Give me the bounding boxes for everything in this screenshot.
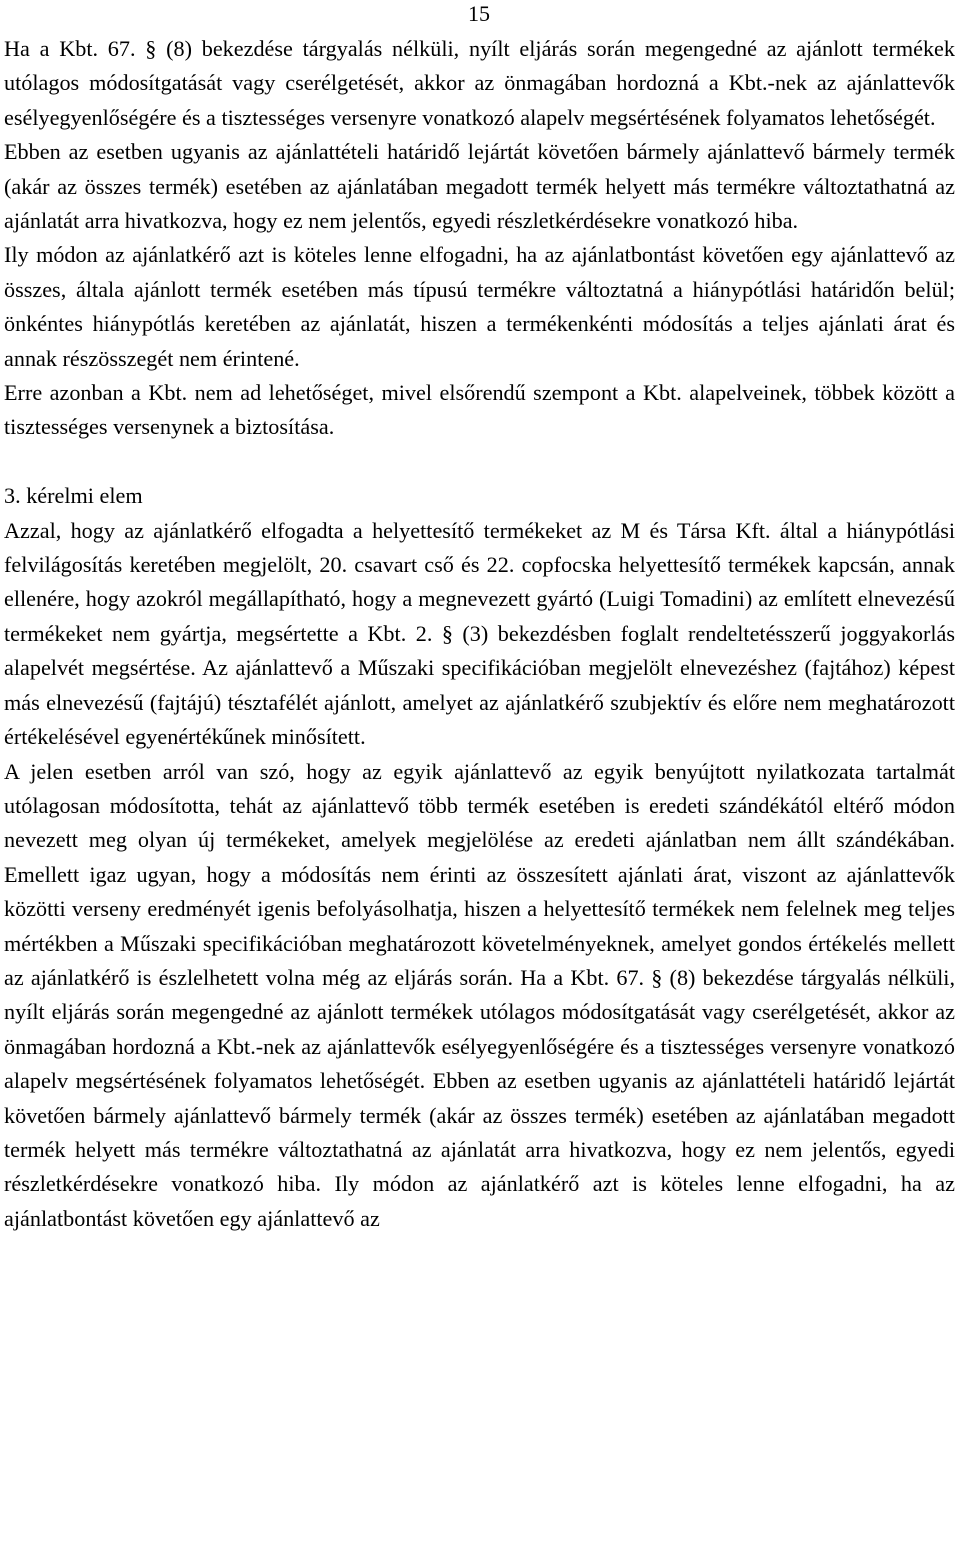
paragraph-a-jelen-esetben: A jelen esetben arról van szó, hogy az egyik ajánlattevő az egyik benyújtott nyilatkozata tartalmát utólagosan módosította, tehát az ajánlattevő több termék esetében is eredeti szándékától eltérő módon nevezett meg olyan új termékeket, amelyek megjelölése az eredeti ajánlatban nem állt szándékában. Emellett igaz ugyan, hogy a módosítás nem érinti az összesített ajánlati árat, viszont az ajánlattevők közötti verseny eredményét igenis befolyásolhatja, hiszen a helyettesítő termékek nem felelnek meg teljes mértékben a Műszaki specifikációban meghatározott követelményeknek, amelyet gondos értékelés mellett az ajánlatkérő is észlelhetett volna még az eljárás során. Ha a Kbt. 67. § (8) bekezdése tárgyalás nélküli, nyílt eljárás során megengedné az ajánlott termékek utólagos módosítgatását vagy cserélgetését, akkor az önmagában hordozná a Kbt.-nek az ajánlattevők esélyegyenlőségére és a tisztességes versenyre vonatkozó alapelv megsértésének folyamatos lehetőségét. Ebben az esetben ugyanis az ajánlattételi határidő lejártát követően bármely ajánlattevő bármely termék (akár az összes termék) esetében az ajánlatában megadott termék helyett más termékre változtathatná az ajánlatát arra hivatkozva, hogy ez nem jelentős, egyedi részletkérdésekre vonatkozó hiba. Ily módon az ajánlatkérő azt is köteles lenne elfogadni, ha az ajánlatbontást követően egy ajánlattevő az: [4, 758, 955, 1231]
paragraph-erre-azonban: Erre azonban a Kbt. nem ad lehetőséget, mivel elsőrendű szempont a Kbt. alapelveinek, többek között a tisztességes versenynek a biztosítása.: [4, 380, 955, 440]
paragraph-kbt-67-intro: Ha a Kbt. 67. § (8) bekezdése tárgyalás nélküli, nyílt eljárás során megengedné az ajánlott termékek utólagos módosítgatását vagy cserélgetését, akkor az önmagában hordozná a Kbt.-nek az ajánlattevők esélyegyenlőségére és a tisztességes versenyre vonatkozó alapelv megsértésének folyamatos lehetőségét.: [4, 36, 955, 130]
section-heading: 3. kérelmi elem: [4, 483, 143, 509]
paragraph-ebben-az-esetben: Ebben az esetben ugyanis az ajánlattételi határidő lejártát követően bármely ajánlattevő bármely termék (akár az összes termék) esetében az ajánlatában megadott termék helyett más termékre változtathatná az ajánlatát arra hivatkozva, hogy ez nem jelentős, egyedi részletkérdésekre vonatkozó hiba.: [4, 139, 955, 234]
paragraph-ily-modon: Ily módon az ajánlatkérő azt is köteles lenne elfogadni, ha az ajánlatbontást követően egy ajánlattevő az összes, általa ajánlott termék esetében más típusú termékre változtatná a hiánypótlási határidőn belül; önkéntes hiánypótlás keretében az ajánlatát, hiszen a termékenkénti módosítás a teljes ajánlati árat és annak részösszegét nem érintené.: [4, 242, 955, 371]
document-body: [4, 32, 955, 1236]
paragraph-spacer: [4, 445, 955, 479]
paragraph-azzal-hogy: Azzal, hogy az ajánlatkérő elfogadta a helyettesítő termékeket az M és Társa Kft. által a hiánypótlási felvilágosítás keretében megjelölt, 20. csavart cső és 22. copfocska helyettesítő termékek kapcsán, annak ellenére, hogy azokról megállapítható, hogy a megnevezett gyártó (Luigi Tomadini) az említett elnevezésű termékeket nem gyártja, megsértette a Kbt. 2. § (3) bekezdésben foglalt rendeltetésszerű joggyakorlás alapelvét megsértése. Az ajánlattevő a Műszaki specifikációban megjelölt elnevezéshez (fajtához) képest más elnevezésű (fajtájú) tésztafélét ajánlott, amelyet az ajánlatkérő szubjektív és előre nem meghatározott értékelésével egyenértékűnek minősített.: [4, 517, 955, 750]
page-number: 15: [468, 1, 490, 26]
